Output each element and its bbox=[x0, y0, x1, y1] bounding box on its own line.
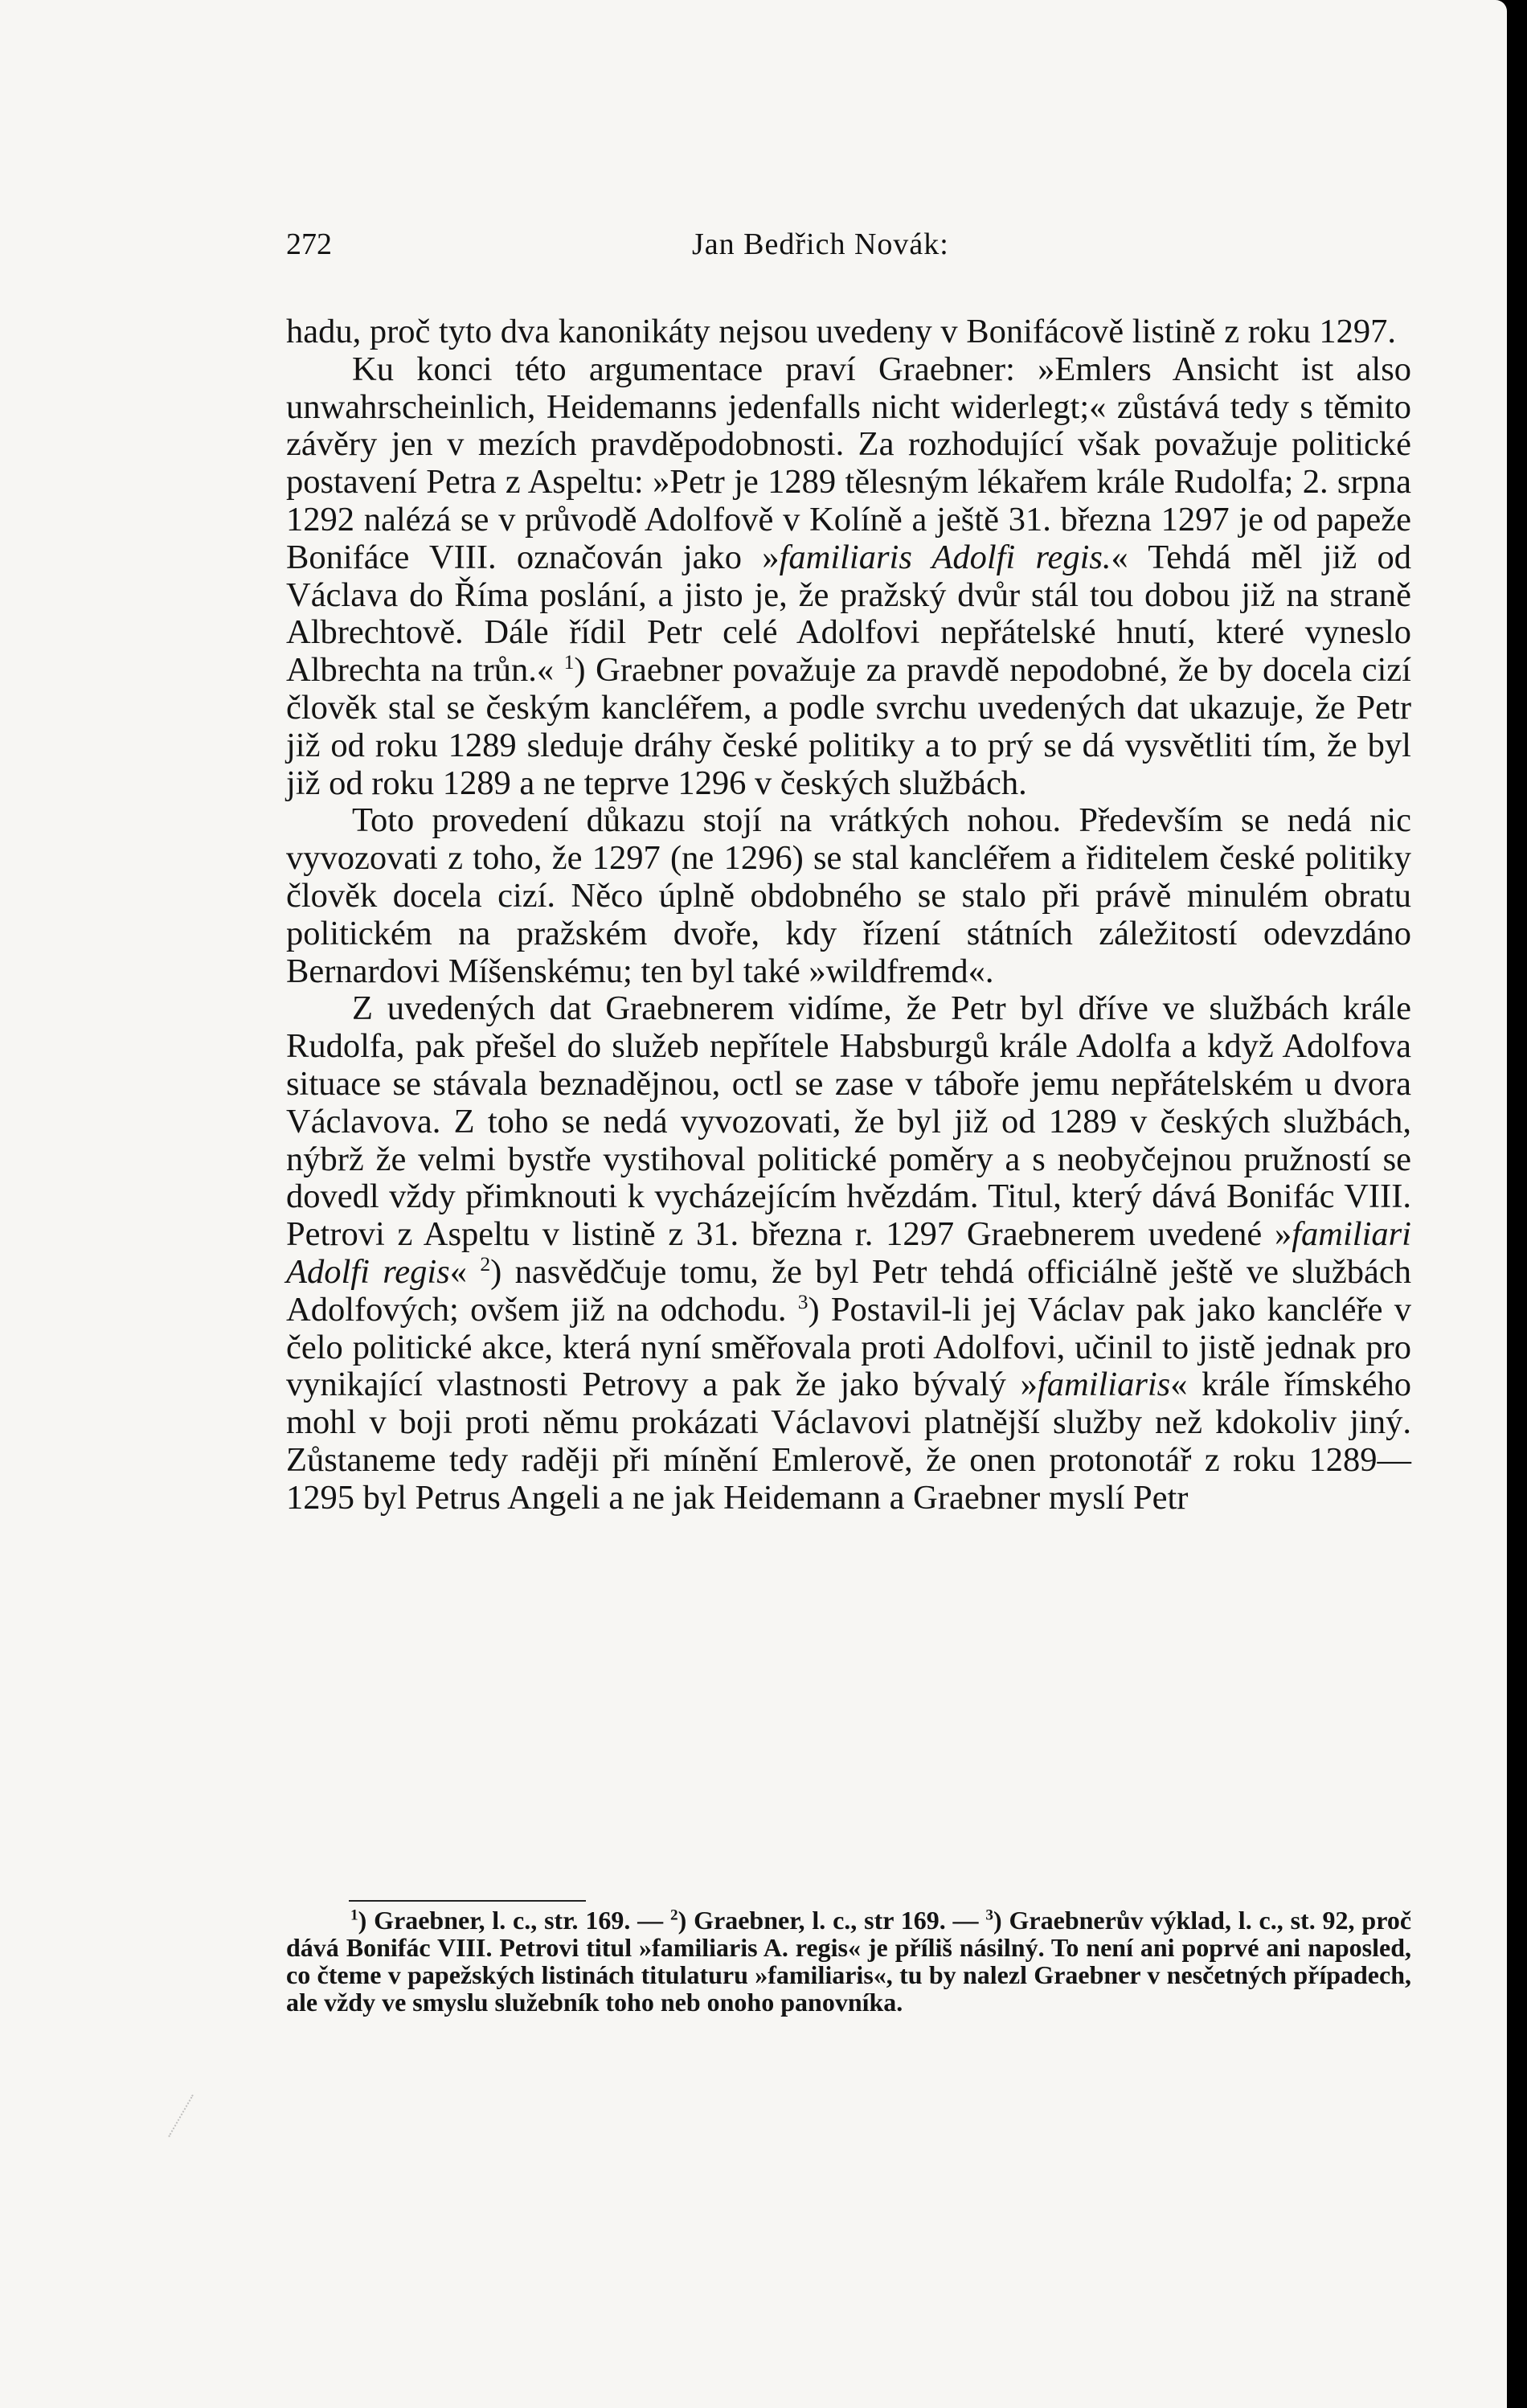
footnote-mark-1: 1 bbox=[350, 1906, 358, 1924]
scan-artifact bbox=[168, 2095, 215, 2149]
footnote-mark-2: 2 bbox=[670, 1906, 678, 1924]
paragraph-text: Toto provedení důkazu stojí na vrátkých nohou. Především se nedá nic vyvozovati z toho, že 1297 (ne 1296) se stal kancléřem a řiditelem české politiky člověk docela cizí. Něco úplně obdobného se stalo při právě minulém obratu politickém na pražském dvoře, kdy řízení státních záležitostí odevzdáno Bernardovi Míšenskému; ten byl také »wildfremd«. bbox=[286, 801, 1411, 990]
paragraph-text: « Tehdá měl již od Václava do Říma poslání, a jisto je, že pražský dvůr stál tou dobou již na straně Albrechtově. Dále řídil Petr celé Adolfovi nepřátelské hnutí, které vyneslo Albrechta na trůn.« bbox=[286, 538, 1411, 690]
paragraph-3 bbox=[286, 802, 1411, 990]
paragraph-text: Ku konci této argumentace praví Graebner: »Emlers Ansicht ist also unwahrscheinlich, Heidemanns jedenfalls nicht widerlegt;« zůstává tedy s těmito závěry jen v mezích pravděpodobnosti. Za rozhodující však považuje politické postavení Petra z Aspeltu: »Petr je 1289 tělesným lékařem krále Rudolfa; 2. srpna 1292 nalézá se v průvodě Adolfově v Kolíně a ještě 31. března 1297 je od papeže Bonifáce VIII. označován jako » bbox=[286, 350, 1411, 576]
body-text bbox=[286, 313, 1411, 1517]
page-number: 272 bbox=[286, 227, 332, 261]
footnote-2: ) Graebner, l. c., str 169. — bbox=[678, 1906, 986, 1935]
paragraph-text: Z uvedených dat Graebnerem vidíme, že Petr byl dříve ve službách krále Rudolfa, pak přešel do služeb nepřítele Habsburgů krále Adolfa a když Adolfova situace se stávala beznadějnou, octl se zase v táboře jemu nepřátelském u dvora Václavova. Z toho se nedá vyvozovati, že byl již od 1289 v českých službách, nýbrž že velmi bystře vystihoval politické poměry a s neobyčejnou pružností se dovedl vždy přimknouti k vycházejícím hvězdám. Titul, který dává Bonifác VIII. Petrovi z Aspeltu v listině z 31. března r. 1297 Graebnerem uvedené » bbox=[286, 989, 1411, 1254]
italic-quote: familiaris Adolfi regis. bbox=[779, 538, 1111, 576]
paragraph-2 bbox=[286, 351, 1411, 803]
paragraph-text: « bbox=[449, 1252, 481, 1291]
paragraph-text: ) nasvědčuje tomu, že byl Petr tehdá officiálně ještě ve službách Adolfových; ovšem již na odchodu. bbox=[286, 1252, 1411, 1329]
paragraph-4 bbox=[286, 990, 1411, 1517]
footnote-mark-3: 3 bbox=[985, 1906, 994, 1924]
italic-quote: familiaris bbox=[1037, 1366, 1171, 1404]
paragraph-text: hadu, proč tyto dva kanonikáty nejsou uvedeny v Bonifácově listině z roku 1297. bbox=[286, 313, 1396, 350]
footnote-divider bbox=[349, 1900, 586, 1902]
footnotes bbox=[286, 1906, 1411, 2016]
italic-quote: familiari Adolfi regis bbox=[286, 1215, 1411, 1291]
running-title: Jan Bedřich Novák: bbox=[692, 227, 949, 261]
footnote-ref-3: 3 bbox=[797, 1289, 809, 1313]
paragraph-text: « krále římského mohl v boji proti němu prokázati Václavovi platnější služby než kdokoliv jiný. Zůstaneme tedy raději při mínění Emlerově, že onen protonotář z roku 1289—1295 byl Petrus Angeli a ne jak Heidemann a Graebner myslí Petr bbox=[286, 1366, 1411, 1517]
footnote-ref-1: 1 bbox=[563, 650, 575, 674]
page-header bbox=[286, 227, 1411, 267]
footnote-text bbox=[286, 1906, 1411, 2016]
paragraph-1 bbox=[286, 313, 1411, 351]
footnote-ref-2: 2 bbox=[480, 1251, 491, 1276]
footnote-1: ) Graebner, l. c., str. 169. — bbox=[358, 1906, 671, 1935]
footnote-3: ) Graebnerův výklad, l. c., st. 92, proč dává Bonifác VIII. Petrovi titul »familiaris A. regis« je příliš násilný. To není ani poprvé ani naposled, co čteme v papežských listinách titulaturu »familiaris«, tu by nalezl Graebner v nesčetných případech, ale vždy ve smyslu služebník toho neb onoho panovníka. bbox=[286, 1906, 1412, 2017]
paragraph-text: ) Postavil-li jej Václav pak jako kancléře v čelo politické akce, která nyní směřovala proti Adolfovi, učinil to jistě jednak pro vynikající vlastnosti Petrovy a pak že jako bývalý » bbox=[286, 1290, 1411, 1404]
paragraph-text: ) Graebner považuje za pravdě nepodobné, že by docela cizí člověk stal se českým kancléřem, a podle svrchu uvedených dat ukazuje, že Petr již od roku 1289 sleduje dráhy české politiky a to prý se dá vysvětliti tím, že byl již od roku 1289 a ne teprve 1296 v českých službách. bbox=[286, 651, 1411, 802]
